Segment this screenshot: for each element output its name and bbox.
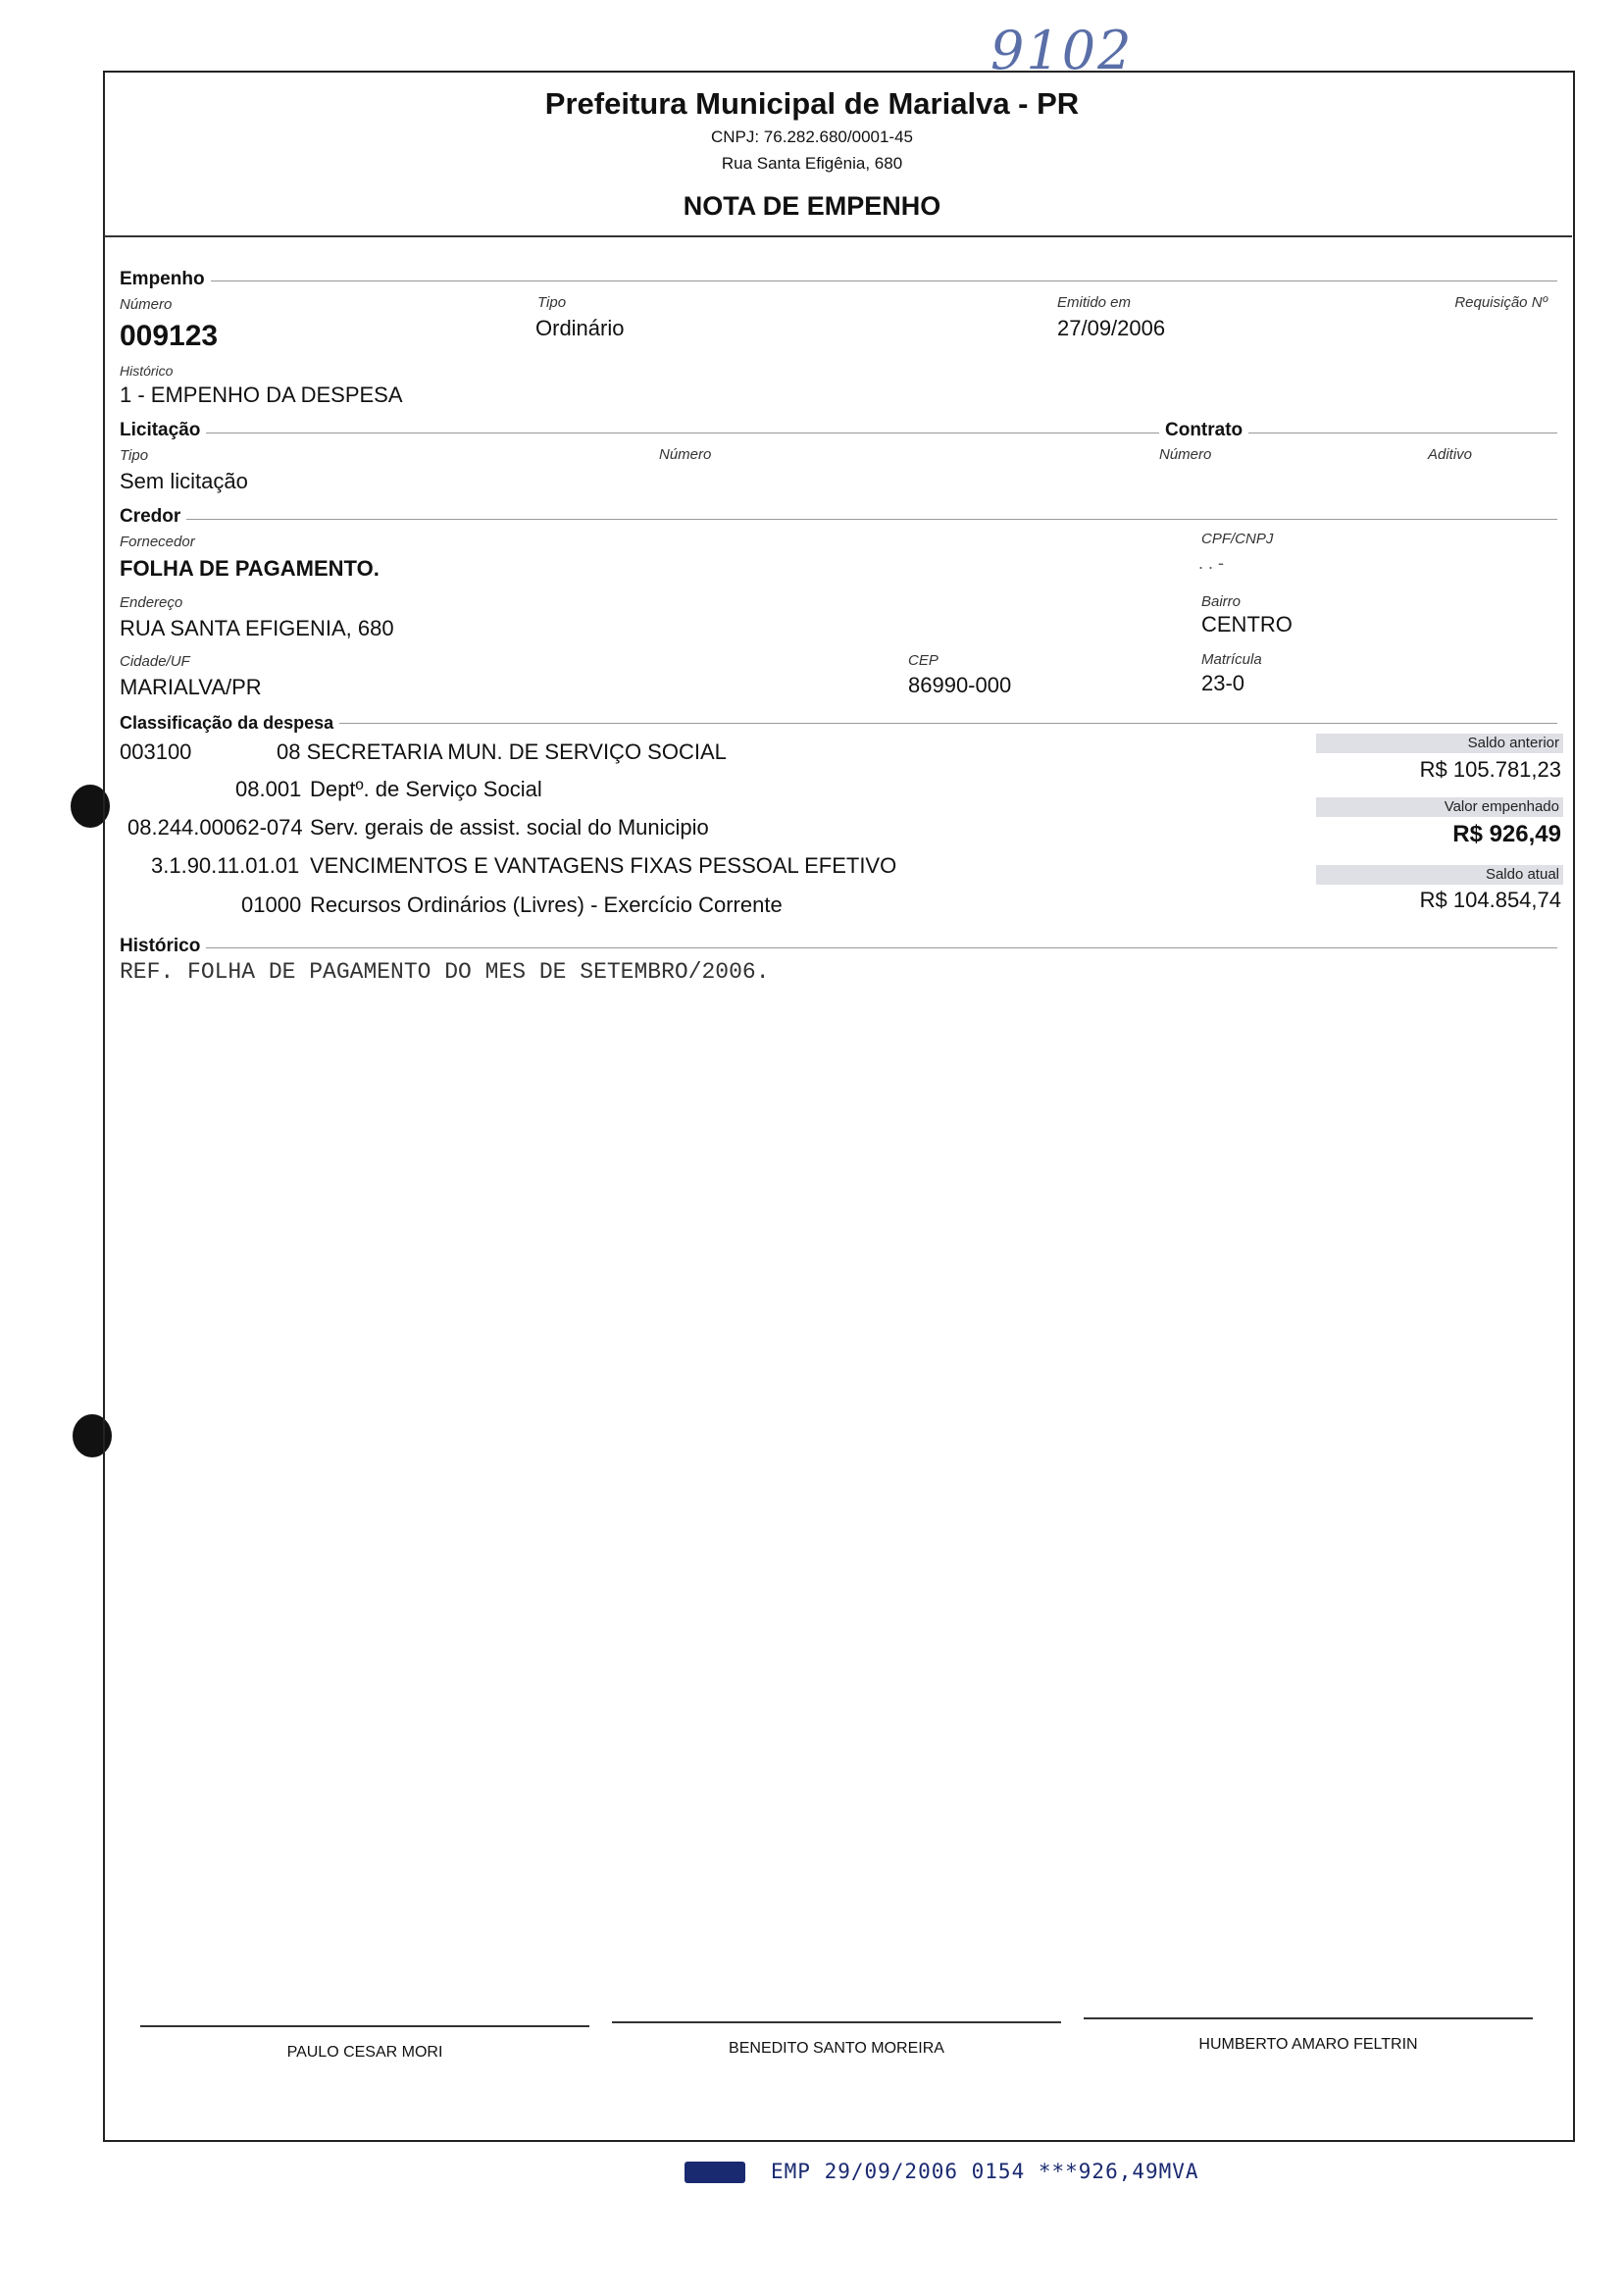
- document-title: NOTA DE EMPENHO: [683, 191, 941, 221]
- signature-line-3: [1084, 2017, 1533, 2019]
- historico-text: REF. FOLHA DE PAGAMENTO DO MES DE SETEMBRO/2006.: [120, 959, 770, 985]
- classificacao-code-3: 08.244.00062-074: [127, 815, 303, 840]
- classificacao-desc-4: VENCIMENTOS E VANTAGENS FIXAS PESSOAL EFETIVO: [310, 853, 897, 878]
- licitacao-section-label: Licitação: [120, 420, 206, 441]
- signature-name-1: PAULO CESAR MORI: [286, 2044, 443, 2061]
- saldo-atual-value: R$ 104.854,74: [1419, 888, 1561, 912]
- licitacao-tipo-label: Tipo: [120, 447, 149, 464]
- credor-rule: [120, 519, 1557, 520]
- classificacao-desc-1: 08 SECRETARIA MUN. DE SERVIÇO SOCIAL: [277, 739, 727, 764]
- classificacao-section-label: Classificação da despesa: [120, 713, 339, 734]
- emitido-value: 27/09/2006: [1057, 316, 1166, 340]
- classificacao-code-1: 003100: [120, 739, 192, 764]
- empenho-numero-value: 009123: [120, 320, 219, 352]
- contrato-numero-label: Número: [1159, 446, 1212, 463]
- classificacao-code-4: 3.1.90.11.01.01: [151, 853, 300, 878]
- empenho-tipo-value: Ordinário: [535, 316, 625, 340]
- empenho-tipo-label: Tipo: [537, 294, 567, 311]
- signature-line-1: [140, 2025, 589, 2027]
- handwritten-page-number: 9102: [990, 20, 1134, 81]
- valor-empenhado-label: Valor empenhado: [1316, 797, 1563, 817]
- valor-empenhado-value: R$ 926,49: [1452, 821, 1561, 847]
- cpf-cnpj-value: . . -: [1198, 553, 1224, 573]
- historico-section-label: Histórico: [120, 936, 206, 957]
- historico-rule: [120, 947, 1557, 948]
- footer-stamp-logo: [685, 2162, 745, 2183]
- licitacao-tipo-value: Sem licitação: [120, 469, 248, 493]
- empenho-numero-label: Número: [120, 296, 173, 313]
- empenho-section-label: Empenho: [120, 269, 211, 290]
- saldo-anterior-label: Saldo anterior: [1316, 734, 1563, 753]
- signature-name-3: HUMBERTO AMARO FELTRIN: [1198, 2036, 1418, 2053]
- classificacao-code-5: 01000: [241, 892, 302, 917]
- bairro-label: Bairro: [1201, 593, 1242, 610]
- emitido-label: Emitido em: [1057, 294, 1132, 311]
- matricula-label: Matrícula: [1201, 651, 1262, 668]
- document-frame: [103, 71, 1575, 2142]
- classificacao-code-2: 08.001: [235, 777, 302, 801]
- classificacao-desc-2: Deptº. de Serviço Social: [310, 777, 542, 801]
- classificacao-desc-3: Serv. gerais de assist. social do Municipio: [310, 815, 709, 840]
- endereco-label: Endereço: [120, 594, 183, 611]
- footer-stamp: EMP 29/09/2006 0154 ***926,49MVA: [771, 2160, 1199, 2183]
- contrato-aditivo-label: Aditivo: [1428, 446, 1473, 463]
- empenho-historico-value: 1 - EMPENHO DA DESPESA: [120, 382, 403, 407]
- signature-name-2: BENEDITO SANTO MOREIRA: [729, 2040, 944, 2057]
- matricula-value: 23-0: [1201, 671, 1245, 695]
- credor-section-label: Credor: [120, 506, 186, 528]
- header-divider: [104, 235, 1572, 237]
- classificacao-desc-5: Recursos Ordinários (Livres) - Exercício Corrente: [310, 892, 783, 917]
- cidade-uf-value: MARIALVA/PR: [120, 675, 262, 699]
- cep-value: 86990-000: [908, 673, 1012, 697]
- fornecedor-label: Fornecedor: [120, 534, 195, 550]
- header-cnpj: CNPJ: 76.282.680/0001-45: [710, 127, 914, 146]
- empenho-historico-label: Histórico: [120, 363, 174, 379]
- empenho-rule: [120, 280, 1557, 281]
- bairro-value: CENTRO: [1201, 612, 1293, 637]
- cpf-cnpj-label: CPF/CNPJ: [1201, 531, 1274, 547]
- requisicao-label: Requisição Nº: [1454, 294, 1548, 311]
- licitacao-numero-label: Número: [659, 446, 712, 463]
- cidade-uf-label: Cidade/UF: [120, 653, 190, 670]
- signature-line-2: [612, 2021, 1061, 2023]
- saldo-atual-label: Saldo atual: [1316, 865, 1563, 885]
- contrato-section-label: Contrato: [1159, 420, 1248, 441]
- fornecedor-value: FOLHA DE PAGAMENTO.: [120, 556, 380, 581]
- page-title: Prefeitura Municipal de Marialva - PR: [544, 86, 1080, 121]
- cep-label: CEP: [908, 652, 939, 669]
- endereco-value: RUA SANTA EFIGENIA, 680: [120, 616, 394, 640]
- saldo-anterior-value: R$ 105.781,23: [1419, 757, 1561, 782]
- header-address: Rua Santa Efigênia, 680: [721, 154, 903, 173]
